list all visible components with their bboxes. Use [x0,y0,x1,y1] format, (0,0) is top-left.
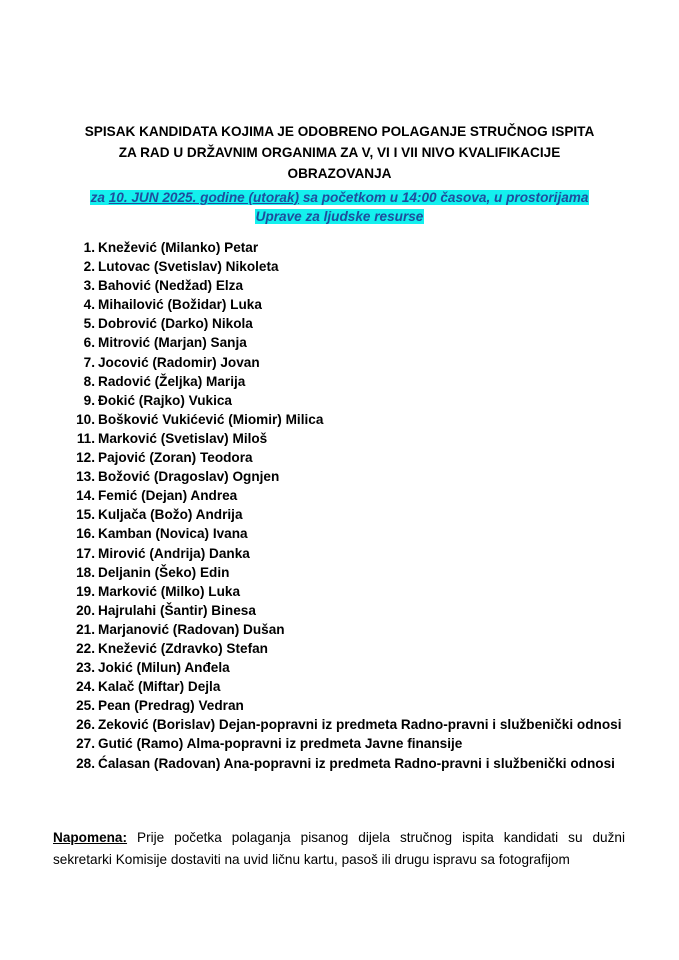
list-item-text: Bošković Vukićević (Miomir) Milica [98,411,324,427]
list-item-number: 26. [76,717,95,733]
list-item [70,353,624,372]
list-item [70,524,624,543]
list-item [70,448,624,467]
list-item [70,677,624,696]
list-item-number: 9. [83,392,95,408]
list-item [70,734,624,753]
session-time-place: sa početkom u 14:00 časova, u prostorijama [299,190,589,205]
list-item-text: Pajović (Zoran) Teodora [98,450,253,466]
list-item [70,505,624,524]
list-item-text: Kuljača (Božo) Andrija [98,507,243,523]
list-item [70,582,624,601]
list-item [70,544,624,563]
title-line-3: OBRAZOVANJA [287,166,392,181]
list-item-text: Femić (Dejan) Andrea [98,488,238,504]
session-line-2: Uprave za ljudske resurse [255,209,424,224]
list-item [70,257,624,276]
list-item [70,295,624,314]
list-item-text: Jocović (Radomir) Jovan [98,354,260,370]
list-item [70,333,624,352]
list-item-number: 2. [83,259,95,275]
list-item-number: 15. [76,507,95,523]
document-title [60,121,619,184]
candidate-list [70,238,624,773]
list-item [70,715,624,734]
list-item-text: Lutovac (Svetislav) Nikoleta [98,259,279,275]
list-item-number: 17. [76,545,95,561]
list-item-text: Radović (Željka) Marija [98,373,246,389]
list-item [70,391,624,410]
list-item-number: 28. [76,755,95,771]
list-item-text: Mirović (Andrija) Danka [98,545,250,561]
list-item-text: Ćalasan (Radovan) Ana-popravni iz predmeta Radno-pravni i službenički odnosi [98,755,615,771]
list-item-text: Hajrulahi (Šantir) Binesa [98,602,256,618]
list-item-number: 14. [76,488,95,504]
list-item [70,467,624,486]
note-text: Prije početka polaganja pisanog dijela stručnog ispita kandidati su dužni sekretarki Komisije dostaviti na uvid ličnu kartu, pasoš ili drugu ispravu sa fotografijom [53,830,625,867]
list-item-number: 1. [83,240,95,255]
list-item-number: 24. [76,679,95,695]
list-item-number: 6. [83,335,95,351]
list-item-number: 13. [76,469,95,485]
session-date: 10. JUN 2025. godine (utorak) [108,190,300,205]
list-item [70,601,624,620]
title-line-1: SPISAK KANDIDATA KOJIMA JE ODOBRENO POLAGANJE STRUČNOG ISPITA [84,124,595,139]
list-item-number: 16. [76,526,95,542]
list-item-number: 23. [76,660,95,676]
list-item-text: Marković (Svetislav) Miloš [98,430,268,446]
list-item [70,696,624,715]
list-item-text: Jokić (Milun) Anđela [98,660,230,676]
note-label: Napomena: [53,830,128,845]
list-item-number: 10. [76,411,95,427]
list-item-text: Marković (Milko) Luka [98,583,241,599]
list-item-number: 27. [76,736,95,752]
list-item-text: Božović (Dragoslav) Ognjen [98,469,280,485]
list-item [70,238,624,257]
list-item-number: 12. [76,450,95,466]
list-item-text: Bahović (Nedžad) Elza [98,278,244,294]
list-item [70,754,624,773]
list-item-text: Mihailović (Božidar) Luka [98,297,262,313]
title-line-2: ZA RAD U DRŽAVNIM ORGANIMA ZA V, VI I VII NIVO KVALIFIKACIJE [118,145,561,160]
list-item-text: Marjanović (Radovan) Dušan [98,621,285,637]
list-item-text: Đokić (Rajko) Vukica [98,392,232,408]
list-item-text: Knežević (Milanko) Petar [98,240,259,255]
list-item-number: 8. [83,373,95,389]
list-item-text: Kalač (Miftar) Dejla [98,679,221,695]
list-item [70,639,624,658]
list-item-number: 7. [83,354,95,370]
list-item-text: Dobrović (Darko) Nikola [98,316,253,332]
list-item-number: 11. [76,430,95,446]
list-item-text: Deljanin (Šeko) Edin [98,564,230,580]
list-item [70,276,624,295]
list-item-text: Pean (Predrag) Vedran [98,698,244,714]
session-prefix: za [90,190,109,205]
list-item-number: 25. [76,698,95,714]
list-item-number: 4. [83,297,95,313]
note-paragraph [53,827,625,871]
session-line-1 [90,190,590,205]
list-item [70,410,624,429]
list-item-number: 5. [83,316,95,332]
list-item-number: 21. [76,621,95,637]
list-item-number: 3. [83,278,95,294]
session-info [60,188,619,226]
list-item-number: 22. [76,640,95,656]
list-item [70,429,624,448]
list-item [70,563,624,582]
list-item [70,372,624,391]
list-item-text: Knežević (Zdravko) Stefan [98,640,268,656]
list-item [70,486,624,505]
list-item-number: 18. [76,564,95,580]
list-item [70,314,624,333]
list-item-number: 19. [76,583,95,599]
list-item [70,620,624,639]
list-item-text: Mitrović (Marjan) Sanja [98,335,247,351]
list-item [70,658,624,677]
list-item-text: Kamban (Novica) Ivana [98,526,248,542]
list-item-text: Zeković (Borislav) Dejan-popravni iz predmeta Radno-pravni i službenički odnosi [98,717,622,733]
list-item-text: Gutić (Ramo) Alma-popravni iz predmeta Javne finansije [98,736,463,752]
list-item-number: 20. [76,602,95,618]
